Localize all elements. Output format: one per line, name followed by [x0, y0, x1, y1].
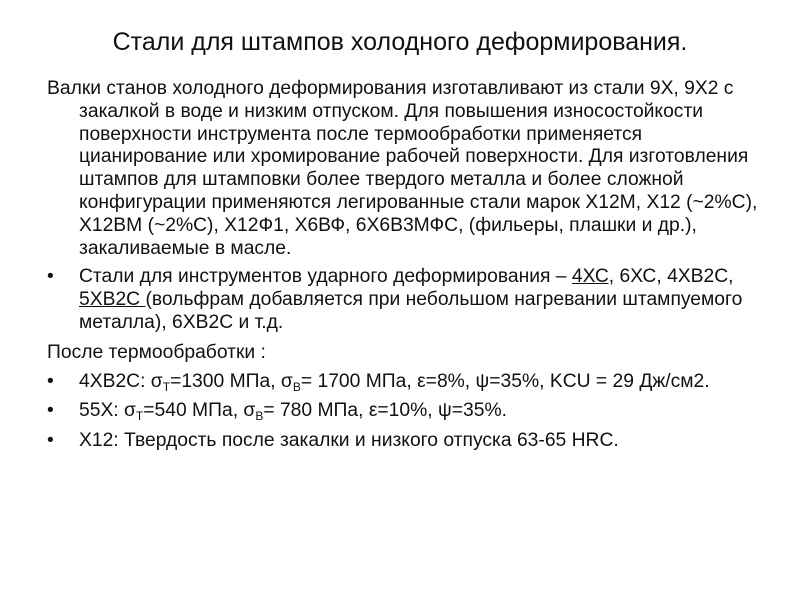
props-post: = 1700 МПа, ε=8%, ψ=35%, KCU = 29 Дж/см2. — [300, 370, 710, 392]
intro-paragraph: Валки станов холодного деформирования изготавливают из стали 9Х, 9Х2 с закалкой в воде и низким отпуском. Для повышения износостойкости поверхности инструмента после термообработки применяется цианирование или хромирование рабочей поверхности. Для изготовления штампов для штамповки более твердого металла и более сложной конфигурации применяются легированные стали марок Х12М, Х12 (~2%С), Х12ВМ (~2%С), Х12Ф1, Х6ВФ, 6Х6В3МФС, (фильеры, плашки и др.), закаливаемые в масле. — [47, 78, 758, 259]
props-sub-b: B — [292, 379, 301, 394]
bullet-impact-steels — [47, 266, 767, 334]
props-mid: =1300 МПа, σ — [170, 370, 293, 392]
props-sub-t: T — [162, 379, 171, 394]
after-heat-treatment-heading: После термообработки : — [47, 341, 266, 363]
slide-title: Стали для штампов холодного деформирования. — [112, 28, 688, 56]
slide-content — [47, 78, 767, 460]
props-mid: =540 МПа, σ — [143, 400, 256, 422]
props-sub-b: B — [255, 409, 264, 424]
impact-text-middle: 6ХС, 4ХВ2С, — [614, 266, 734, 288]
bullet-55x-props — [47, 400, 767, 423]
impact-link-5xb2c[interactable]: 5ХВ2С — [79, 289, 146, 311]
bullet-marker: • — [47, 370, 54, 392]
bullet-marker: • — [47, 400, 54, 422]
props-pre: 55Х: σ — [79, 400, 136, 422]
props-pre: 4ХВ2С: σ — [79, 370, 163, 392]
bullet-x12-hardness — [47, 430, 767, 453]
bullet-marker: • — [47, 430, 54, 452]
x12-text: Х12: Твердость после закалки и низкого отпуска 63-65 HRC. — [79, 430, 619, 452]
bullet-marker: • — [47, 266, 54, 288]
props-sub-t: T — [135, 409, 144, 424]
bullet-4xb2c-props — [47, 371, 767, 394]
impact-text-before: Стали для инструментов ударного деформирования – — [79, 266, 572, 288]
impact-link-4xc[interactable]: 4ХС, — [571, 266, 615, 288]
props-post: = 780 МПа, ε=10%, ψ=35%. — [263, 400, 507, 422]
impact-text-after: (вольфрам добавляется при небольшом нагревании штампуемого металла), 6ХВ2С и т.д. — [79, 289, 743, 333]
